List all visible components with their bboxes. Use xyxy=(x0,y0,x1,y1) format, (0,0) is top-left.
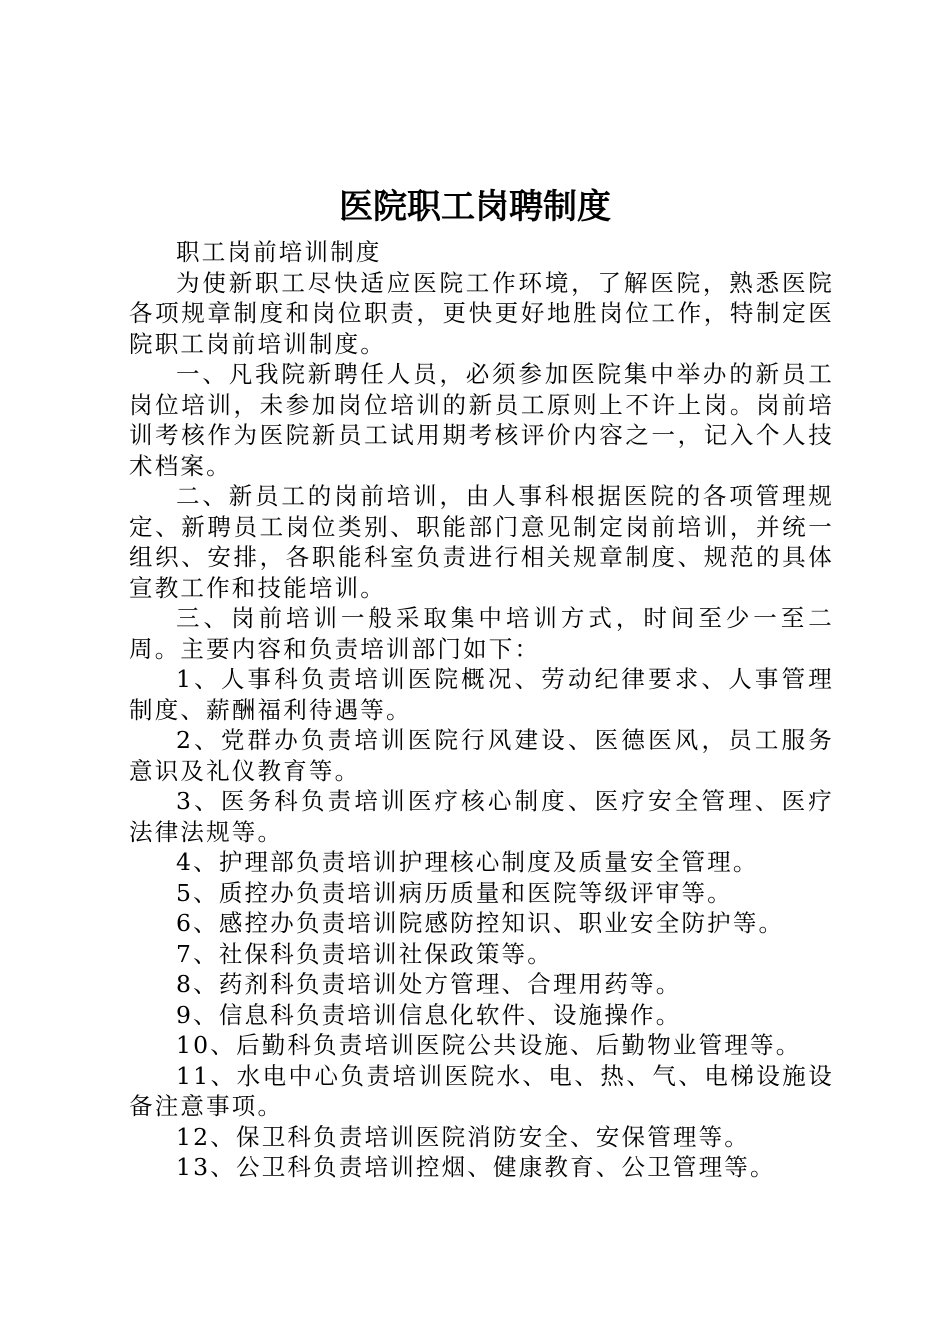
list-item: 4、护理部负责培训护理核心制度及质量安全管理。 xyxy=(176,848,759,876)
list-item: 9、信息科负责培训信息化软件、设施操作。 xyxy=(176,1000,682,1029)
paragraph-section-1: 一、凡我院新聘任人员，必须参加医院集中举办的新员工岗位培训，未参加岗位培训的新员工原则上不许上岗。岗前培训考核作为医院新员工试用期考核评价内容之一，记入个人技术档案。 xyxy=(129,360,834,480)
paragraph-section-3: 三、岗前培训一般采取集中培训方式，时间至少一至二周。主要内容和负责培训部门如下： xyxy=(129,604,834,663)
paragraph-intro: 为使新职工尽快适应医院工作环境，了解医院，熟悉医院各项规章制度和岗位职责，更快更好地胜岗位工作，特制定医院职工岗前培训制度。 xyxy=(129,268,834,358)
list-item: 3、医务科负责培训医疗核心制度、医疗安全管理、医疗法律法规等。 xyxy=(129,787,834,846)
document-body xyxy=(129,237,834,1183)
list-item: 5、质控办负责培训病历质量和医院等级评审等。 xyxy=(176,878,733,907)
list-item: 2、党群办负责培训医院行风建设、医德医风，员工服务意识及礼仪教育等。 xyxy=(129,726,834,785)
paragraph-section-2: 二、新员工的岗前培训，由人事科根据医院的各项管理规定、新聘员工岗位类别、职能部门意见制定岗前培训，并统一组织、安排，各职能科室负责进行相关规章制度、规范的具体宣教工作和技能培训。 xyxy=(129,482,834,602)
list-item: 7、社保科负责培训社保政策等。 xyxy=(176,939,553,968)
list-item: 12、保卫科负责培训医院消防安全、安保管理等。 xyxy=(176,1122,751,1151)
document-title: 医院职工岗聘制度 xyxy=(339,187,611,227)
list-item: 13、公卫科负责培训控烟、健康教育、公卫管理等。 xyxy=(176,1153,776,1181)
list-item: 8、药剂科负责培训处方管理、合理用药等。 xyxy=(176,970,682,998)
list-item: 6、感控办负责培训院感防控知识、职业安全防护等。 xyxy=(176,909,785,937)
list-item: 1、人事科负责培训医院概况、劳动纪律要求、人事管理制度、薪酬福利待遇等。 xyxy=(129,665,834,724)
list-item: 10、后勤科负责培训医院公共设施、后勤物业管理等。 xyxy=(176,1031,802,1059)
list-item: 11、水电中心负责培训医院水、电、热、气、电梯设施设备注意事项。 xyxy=(129,1061,834,1120)
paragraph-subtitle: 职工岗前培训制度 xyxy=(176,238,382,266)
